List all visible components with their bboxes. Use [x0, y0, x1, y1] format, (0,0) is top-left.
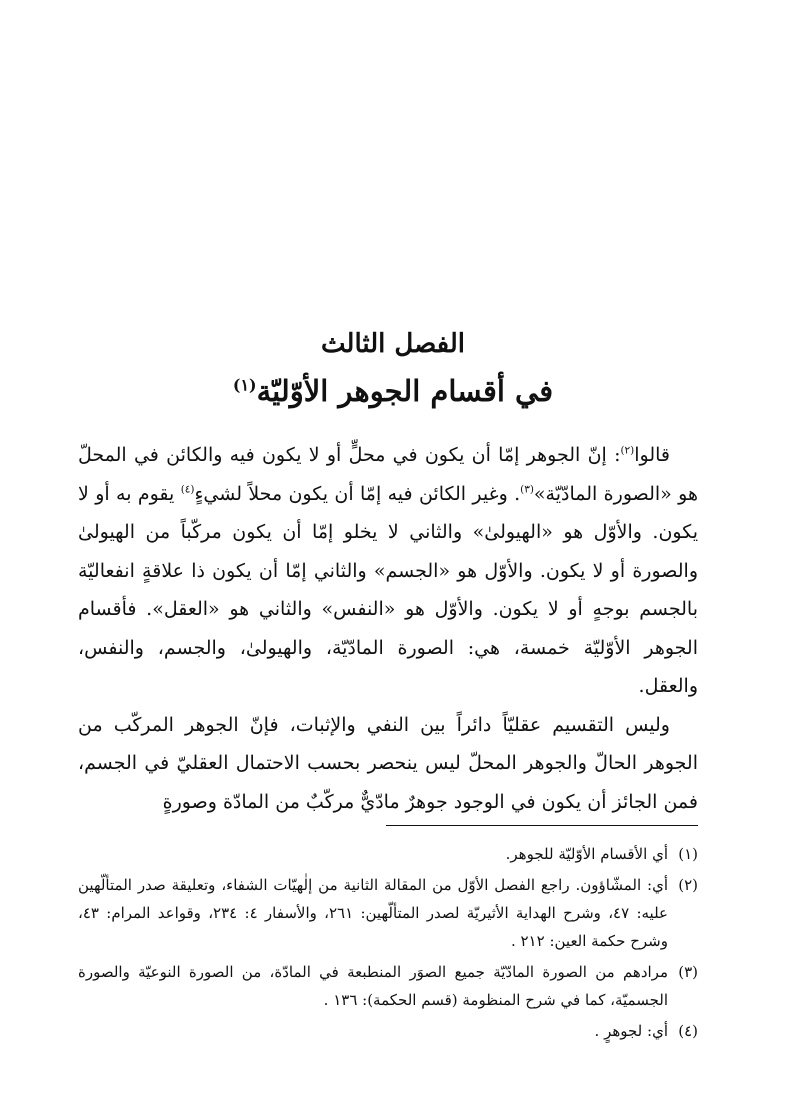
- chapter-number: الفصل الثالث: [321, 329, 465, 359]
- footnote-divider: [386, 825, 698, 826]
- chapter-title-text: في أقسام الجوهر الأوّليّة: [256, 374, 554, 408]
- footnote-2: [78, 871, 698, 955]
- chapter-title: [0, 366, 786, 416]
- footnote-ref-4: (٤): [180, 483, 195, 496]
- footnote-text: مرادهم من الصورة المادّيّة جميع الصوَر المنطبعة في المادّة، من الصورة النوعيّة والصورة الجسميّة، كما في شرح المنظومة (قسم الحكمة): ١٣٦ .: [78, 963, 668, 1009]
- paragraph-1: [78, 436, 698, 706]
- footnote-number: (٢): [678, 876, 698, 894]
- footnote-3: [78, 958, 698, 1014]
- paragraph-1-part-b: : إنّ الجوهر إمّا أن يكون في محلٍّ أو لا يكون فيه والكائن في المحلّ هو «الصورة المادّيّة»: [78, 444, 698, 505]
- paragraph-1-part-c: . وغير الكائن فيه إمّا أن يكون محلاً لشيءٍ: [194, 482, 521, 505]
- footnote-number: (٣): [678, 963, 698, 981]
- chapter-heading: [0, 322, 786, 416]
- footnote-text: أي: المشّاؤون. راجع الفصل الأوّل من المقالة الثانية من إلٰهيّات الشفاء، وتعليقة صدر المتألّهين عليه: ٤٧، وشرح الهداية الأثيريّة لصدر المتألّهين: ٢٦١، والأسفار ٤: ٢٣٤، وقواعد المرام: ٤٣، وشرح حكمة العين: ٢١٢ .: [78, 876, 669, 950]
- body-text: [78, 436, 698, 821]
- footnote-text: أي الأقسام الأوّليّة للجوهر.: [505, 845, 668, 863]
- footnote-ref-3: (٣): [520, 483, 534, 496]
- footnote-text: أي: لجوهرٍ .: [594, 1022, 668, 1040]
- paragraph-2: وليس التقسيم عقليّاً دائراً بين النفي والإثبات، فإنّ الجوهر المركّب من الجوهر الحالّ والجوهر المحلّ ليس ينحصر بحسب الاحتمال العقليّ في الجسم، فمن الجائز أن يكون في الوجود جوهرٌ مادّيٌّ مركّبٌ من المادّة وصورةٍ: [78, 713, 698, 813]
- paragraph-1-part-a: قالوا: [634, 444, 670, 466]
- footnote-4: [78, 1017, 698, 1045]
- footnote-1: [78, 840, 698, 868]
- footnote-number: (١): [678, 845, 698, 863]
- footnotes: [78, 840, 698, 1048]
- footnote-ref-2: (٢): [620, 444, 635, 457]
- paragraph-1-part-d: يقوم به أو لا يكون. والأوّل هو «الهيولىٰ» والثاني لا يخلو إمّا أن يكون مركّباً من الهيولىٰ والصورة أو لا يكون. والأوّل هو «الجسم» والثاني إمّا أن يكون ذا علاقةٍ انفعاليّة بالجسم بوجهٍ أو لا يكون. والأوّل هو «النفس» والثاني هو «العقل». فأقسام الجوهر الأوّليّة خمسة، هي: الصورة المادّيّة، والهيولىٰ، والجسم، والنفس، والعقل.: [78, 482, 698, 697]
- footnote-ref-1: (١): [232, 375, 257, 395]
- footnote-number: (٤): [678, 1022, 698, 1040]
